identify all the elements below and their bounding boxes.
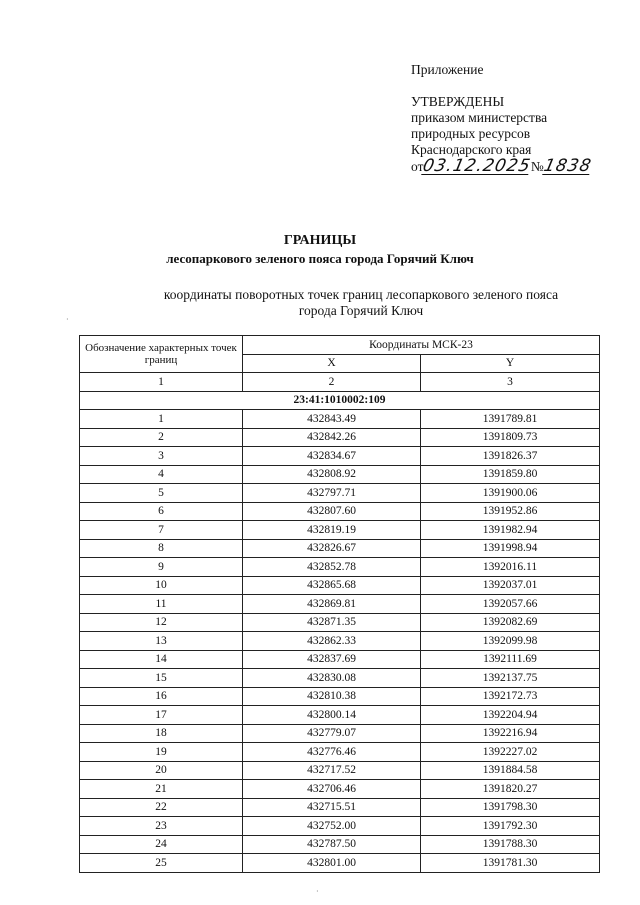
point-number-cell: 7 <box>80 521 243 540</box>
table-row <box>80 706 600 725</box>
column-number: 3 <box>421 373 600 392</box>
table-row <box>80 465 600 484</box>
scan-mark: · <box>316 887 319 896</box>
table-row <box>80 576 600 595</box>
point-column-header: Обозначение характерных точек границ <box>80 336 243 373</box>
point-number-cell: 12 <box>80 613 243 632</box>
y-coordinate-cell: 1391809.73 <box>421 428 600 447</box>
point-number-cell: 2 <box>80 428 243 447</box>
table-row <box>80 780 600 799</box>
table-row <box>80 761 600 780</box>
table-row <box>80 521 600 540</box>
table-row <box>80 632 600 651</box>
cadastral-number: 23:41:1010002:109 <box>80 391 600 410</box>
point-number-cell: 18 <box>80 724 243 743</box>
x-coordinate-cell: 432717.52 <box>243 761 421 780</box>
x-coordinate-cell: 432843.49 <box>243 410 421 429</box>
point-number-cell: 17 <box>80 706 243 725</box>
y-coordinate-cell: 1392016.11 <box>421 558 600 577</box>
y-coordinate-cell: 1391788.30 <box>421 835 600 854</box>
y-coordinate-cell: 1392082.69 <box>421 613 600 632</box>
table-row <box>80 539 600 558</box>
scan-mark: · <box>66 315 69 324</box>
point-number-cell: 21 <box>80 780 243 799</box>
handwritten-date: 03.12.2025 <box>421 156 534 176</box>
annex-label: Приложение <box>411 62 484 77</box>
table-row <box>80 410 600 429</box>
y-coordinate-cell: 1392172.73 <box>421 687 600 706</box>
column-number: 1 <box>80 373 243 392</box>
handwritten-number: 1838 <box>541 156 594 176</box>
x-coordinate-cell: 432865.68 <box>243 576 421 595</box>
from-label: от <box>411 159 424 174</box>
order-date-line <box>411 156 594 180</box>
y-coordinate-cell: 1392037.01 <box>421 576 600 595</box>
point-number-cell: 25 <box>80 854 243 873</box>
number-label: № <box>530 159 544 174</box>
point-number-cell: 24 <box>80 835 243 854</box>
point-number-cell: 5 <box>80 484 243 503</box>
title-block <box>0 233 640 267</box>
point-number-cell: 20 <box>80 761 243 780</box>
caption-line-2: города Горячий Ключ <box>298 303 424 318</box>
y-coordinate-cell: 1391982.94 <box>421 521 600 540</box>
x-coordinate-cell: 432752.00 <box>243 817 421 836</box>
x-coordinate-cell: 432834.67 <box>243 447 421 466</box>
approval-line-2: природных ресурсов <box>411 126 531 141</box>
coordinates-table <box>79 335 600 873</box>
x-coordinate-cell: 432800.14 <box>243 706 421 725</box>
header-row <box>80 336 600 355</box>
x-coordinate-cell: 432776.46 <box>243 743 421 762</box>
coords-column-header: Координаты МСК-23 <box>243 336 600 355</box>
x-coordinate-cell: 432797.71 <box>243 484 421 503</box>
table-row <box>80 724 600 743</box>
approval-line-3: Краснодарского края <box>411 142 532 157</box>
document-subtitle: лесопаркового зеленого пояса города Горячий Ключ <box>166 251 474 266</box>
y-coordinate-cell: 1391789.81 <box>421 410 600 429</box>
x-coordinate-cell: 432801.00 <box>243 854 421 873</box>
table-row <box>80 595 600 614</box>
point-number-cell: 22 <box>80 798 243 817</box>
y-coordinate-cell: 1392204.94 <box>421 706 600 725</box>
table-row <box>80 798 600 817</box>
point-number-cell: 3 <box>80 447 243 466</box>
y-coordinate-cell: 1392227.02 <box>421 743 600 762</box>
point-number-cell: 8 <box>80 539 243 558</box>
point-number-cell: 10 <box>80 576 243 595</box>
x-coordinate-cell: 432869.81 <box>243 595 421 614</box>
document-title: ГРАНИЦЫ <box>283 233 357 248</box>
point-number-cell: 1 <box>80 410 243 429</box>
point-number-cell: 6 <box>80 502 243 521</box>
y-coordinate-cell: 1391798.30 <box>421 798 600 817</box>
y-coordinate-cell: 1391998.94 <box>421 539 600 558</box>
y-coordinate-cell: 1392057.66 <box>421 595 600 614</box>
x-coordinate-cell: 432871.35 <box>243 613 421 632</box>
x-coordinate-cell: 432715.51 <box>243 798 421 817</box>
table-row <box>80 687 600 706</box>
y-coordinate-cell: 1392111.69 <box>421 650 600 669</box>
x-coordinate-cell: 432787.50 <box>243 835 421 854</box>
table-row <box>80 854 600 873</box>
y-coordinate-cell: 1391792.30 <box>421 817 600 836</box>
y-coordinate-cell: 1391952.86 <box>421 502 600 521</box>
point-number-cell: 19 <box>80 743 243 762</box>
x-coordinate-cell: 432810.38 <box>243 687 421 706</box>
y-coordinate-cell: 1392137.75 <box>421 669 600 688</box>
x-coordinate-cell: 432862.33 <box>243 632 421 651</box>
y-coordinate-cell: 1391820.27 <box>421 780 600 799</box>
x-coordinate-cell: 432852.78 <box>243 558 421 577</box>
table-caption <box>136 287 586 319</box>
point-number-cell: 9 <box>80 558 243 577</box>
table-row <box>80 502 600 521</box>
x-coordinate-cell: 432837.69 <box>243 650 421 669</box>
y-coordinate-cell: 1392099.98 <box>421 632 600 651</box>
point-number-cell: 4 <box>80 465 243 484</box>
x-coordinate-cell: 432819.19 <box>243 521 421 540</box>
column-number-row <box>80 373 600 392</box>
x-coordinate-cell: 432830.08 <box>243 669 421 688</box>
table-row <box>80 743 600 762</box>
table-row <box>80 447 600 466</box>
table-row <box>80 613 600 632</box>
y-coordinate-cell: 1391826.37 <box>421 447 600 466</box>
x-coordinate-cell: 432842.26 <box>243 428 421 447</box>
section-row <box>80 391 600 410</box>
table-row <box>80 650 600 669</box>
caption-line-1: координаты поворотных точек границ лесопаркового зеленого пояса <box>163 287 559 302</box>
table-row <box>80 817 600 836</box>
y-coordinate-cell: 1391884.58 <box>421 761 600 780</box>
x-coordinate-cell: 432779.07 <box>243 724 421 743</box>
table-row <box>80 558 600 577</box>
table-row <box>80 428 600 447</box>
approved-label: УТВЕРЖДЕНЫ <box>411 94 505 109</box>
y-coordinate-cell: 1392216.94 <box>421 724 600 743</box>
point-number-cell: 14 <box>80 650 243 669</box>
y-column-header: Y <box>421 354 600 373</box>
x-column-header: X <box>243 354 421 373</box>
x-coordinate-cell: 432706.46 <box>243 780 421 799</box>
x-coordinate-cell: 432808.92 <box>243 465 421 484</box>
x-coordinate-cell: 432826.67 <box>243 539 421 558</box>
column-number: 2 <box>243 373 421 392</box>
table-row <box>80 484 600 503</box>
y-coordinate-cell: 1391859.80 <box>421 465 600 484</box>
point-number-cell: 11 <box>80 595 243 614</box>
table-row <box>80 835 600 854</box>
point-number-cell: 23 <box>80 817 243 836</box>
approval-line-1: приказом министерства <box>411 110 548 125</box>
y-coordinate-cell: 1391900.06 <box>421 484 600 503</box>
x-coordinate-cell: 432807.60 <box>243 502 421 521</box>
y-coordinate-cell: 1391781.30 <box>421 854 600 873</box>
table-row <box>80 669 600 688</box>
approval-block <box>411 62 594 180</box>
point-number-cell: 15 <box>80 669 243 688</box>
point-number-cell: 13 <box>80 632 243 651</box>
point-number-cell: 16 <box>80 687 243 706</box>
